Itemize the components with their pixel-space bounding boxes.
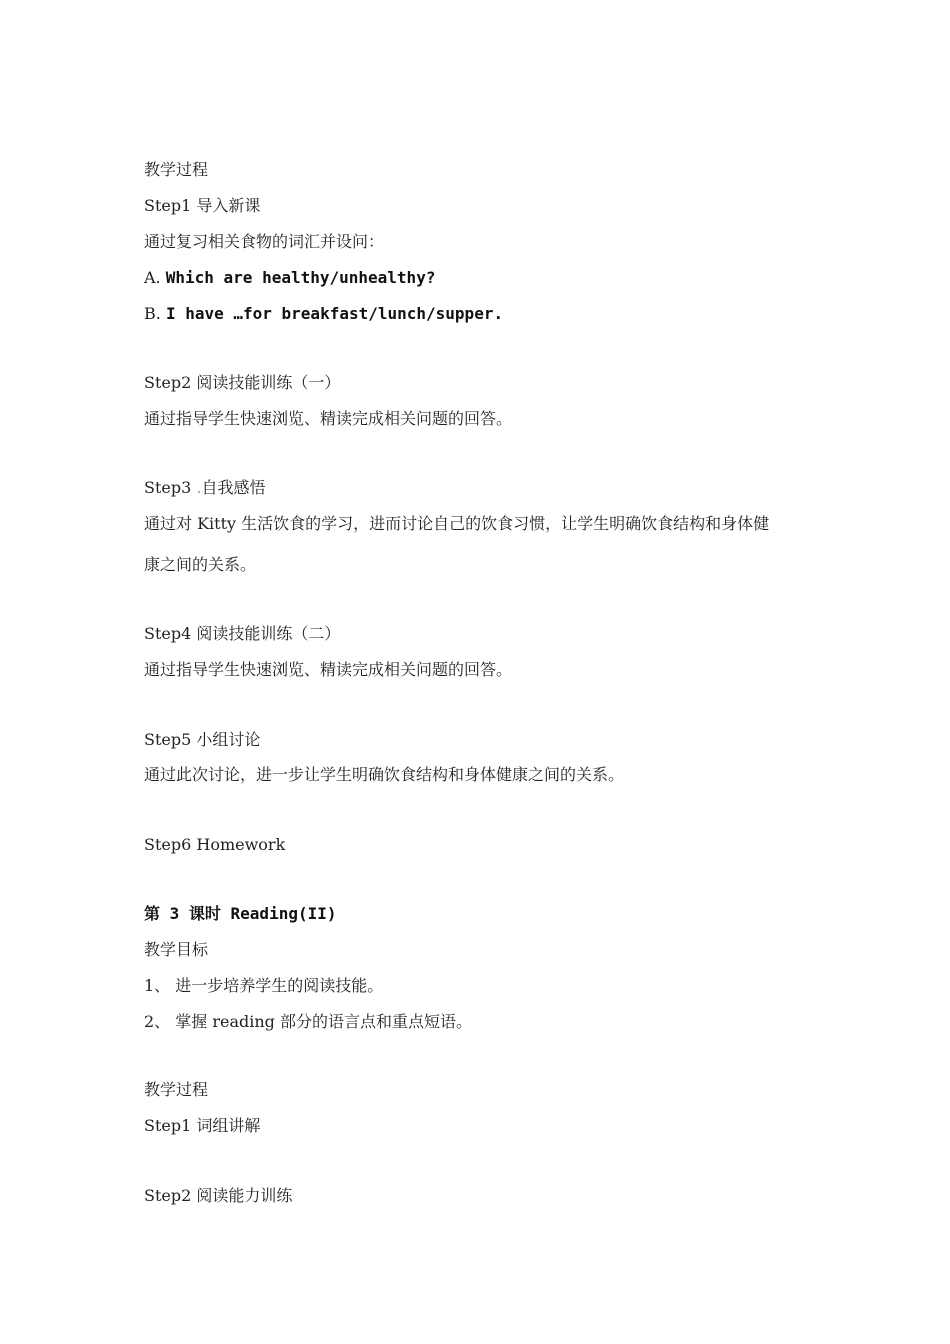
step3-title: [144, 478, 265, 498]
objectives-heading: 教学目标: [144, 940, 209, 959]
lesson3-step1-title: Step1 词组讲解: [144, 1116, 261, 1135]
step4-title: Step4 阅读技能训练（二）: [144, 624, 341, 643]
step4-description: 通过指导学生快速浏览、精读完成相关问题的回答。: [144, 660, 513, 679]
step5-description: 通过此次讨论，进一步让学生明确饮食结构和身体健康之间的关系。: [144, 765, 625, 784]
step6-title: Step6 Homework: [144, 835, 286, 854]
step3-description-line2: 康之间的关系。: [144, 555, 257, 574]
question-b-text: I have …for breakfast/lunch/supper.: [165, 304, 504, 323]
decorative-dot: .: [196, 478, 202, 497]
step5-title: Step5 小组讨论: [144, 730, 261, 749]
lesson3-process-heading: 教学过程: [144, 1080, 209, 1099]
step1-title: Step1 导入新课: [144, 196, 261, 215]
step3-title-text: 自我感悟: [201, 478, 266, 497]
step3-title-prefix: Step3: [144, 478, 192, 497]
question-b: [144, 304, 503, 324]
step2-title: Step2 阅读技能训练（一）: [144, 373, 341, 392]
question-b-prefix: B.: [144, 304, 161, 323]
objective-item-2: 2、 掌握 reading 部分的语言点和重点短语。: [144, 1012, 473, 1031]
question-a-prefix: A.: [144, 268, 161, 287]
lesson3-title: 第 3 课时 Reading(II): [144, 904, 337, 923]
question-a-text: Which are healthy/unhealthy?: [165, 268, 436, 287]
objective-item-1: 1、 进一步培养学生的阅读技能。: [144, 976, 384, 995]
section-heading-teaching-process: 教学过程: [144, 160, 209, 179]
step3-description-line1: 通过对 Kitty 生活饮食的学习，进而讨论自己的饮食习惯，让学生明确饮食结构和身体健: [144, 514, 770, 533]
step2-description: 通过指导学生快速浏览、精读完成相关问题的回答。: [144, 409, 513, 428]
lesson3-step2-title: Step2 阅读能力训练: [144, 1186, 293, 1205]
step1-description: 通过复习相关食物的词汇并设问：: [144, 232, 385, 251]
question-a: [144, 268, 435, 288]
